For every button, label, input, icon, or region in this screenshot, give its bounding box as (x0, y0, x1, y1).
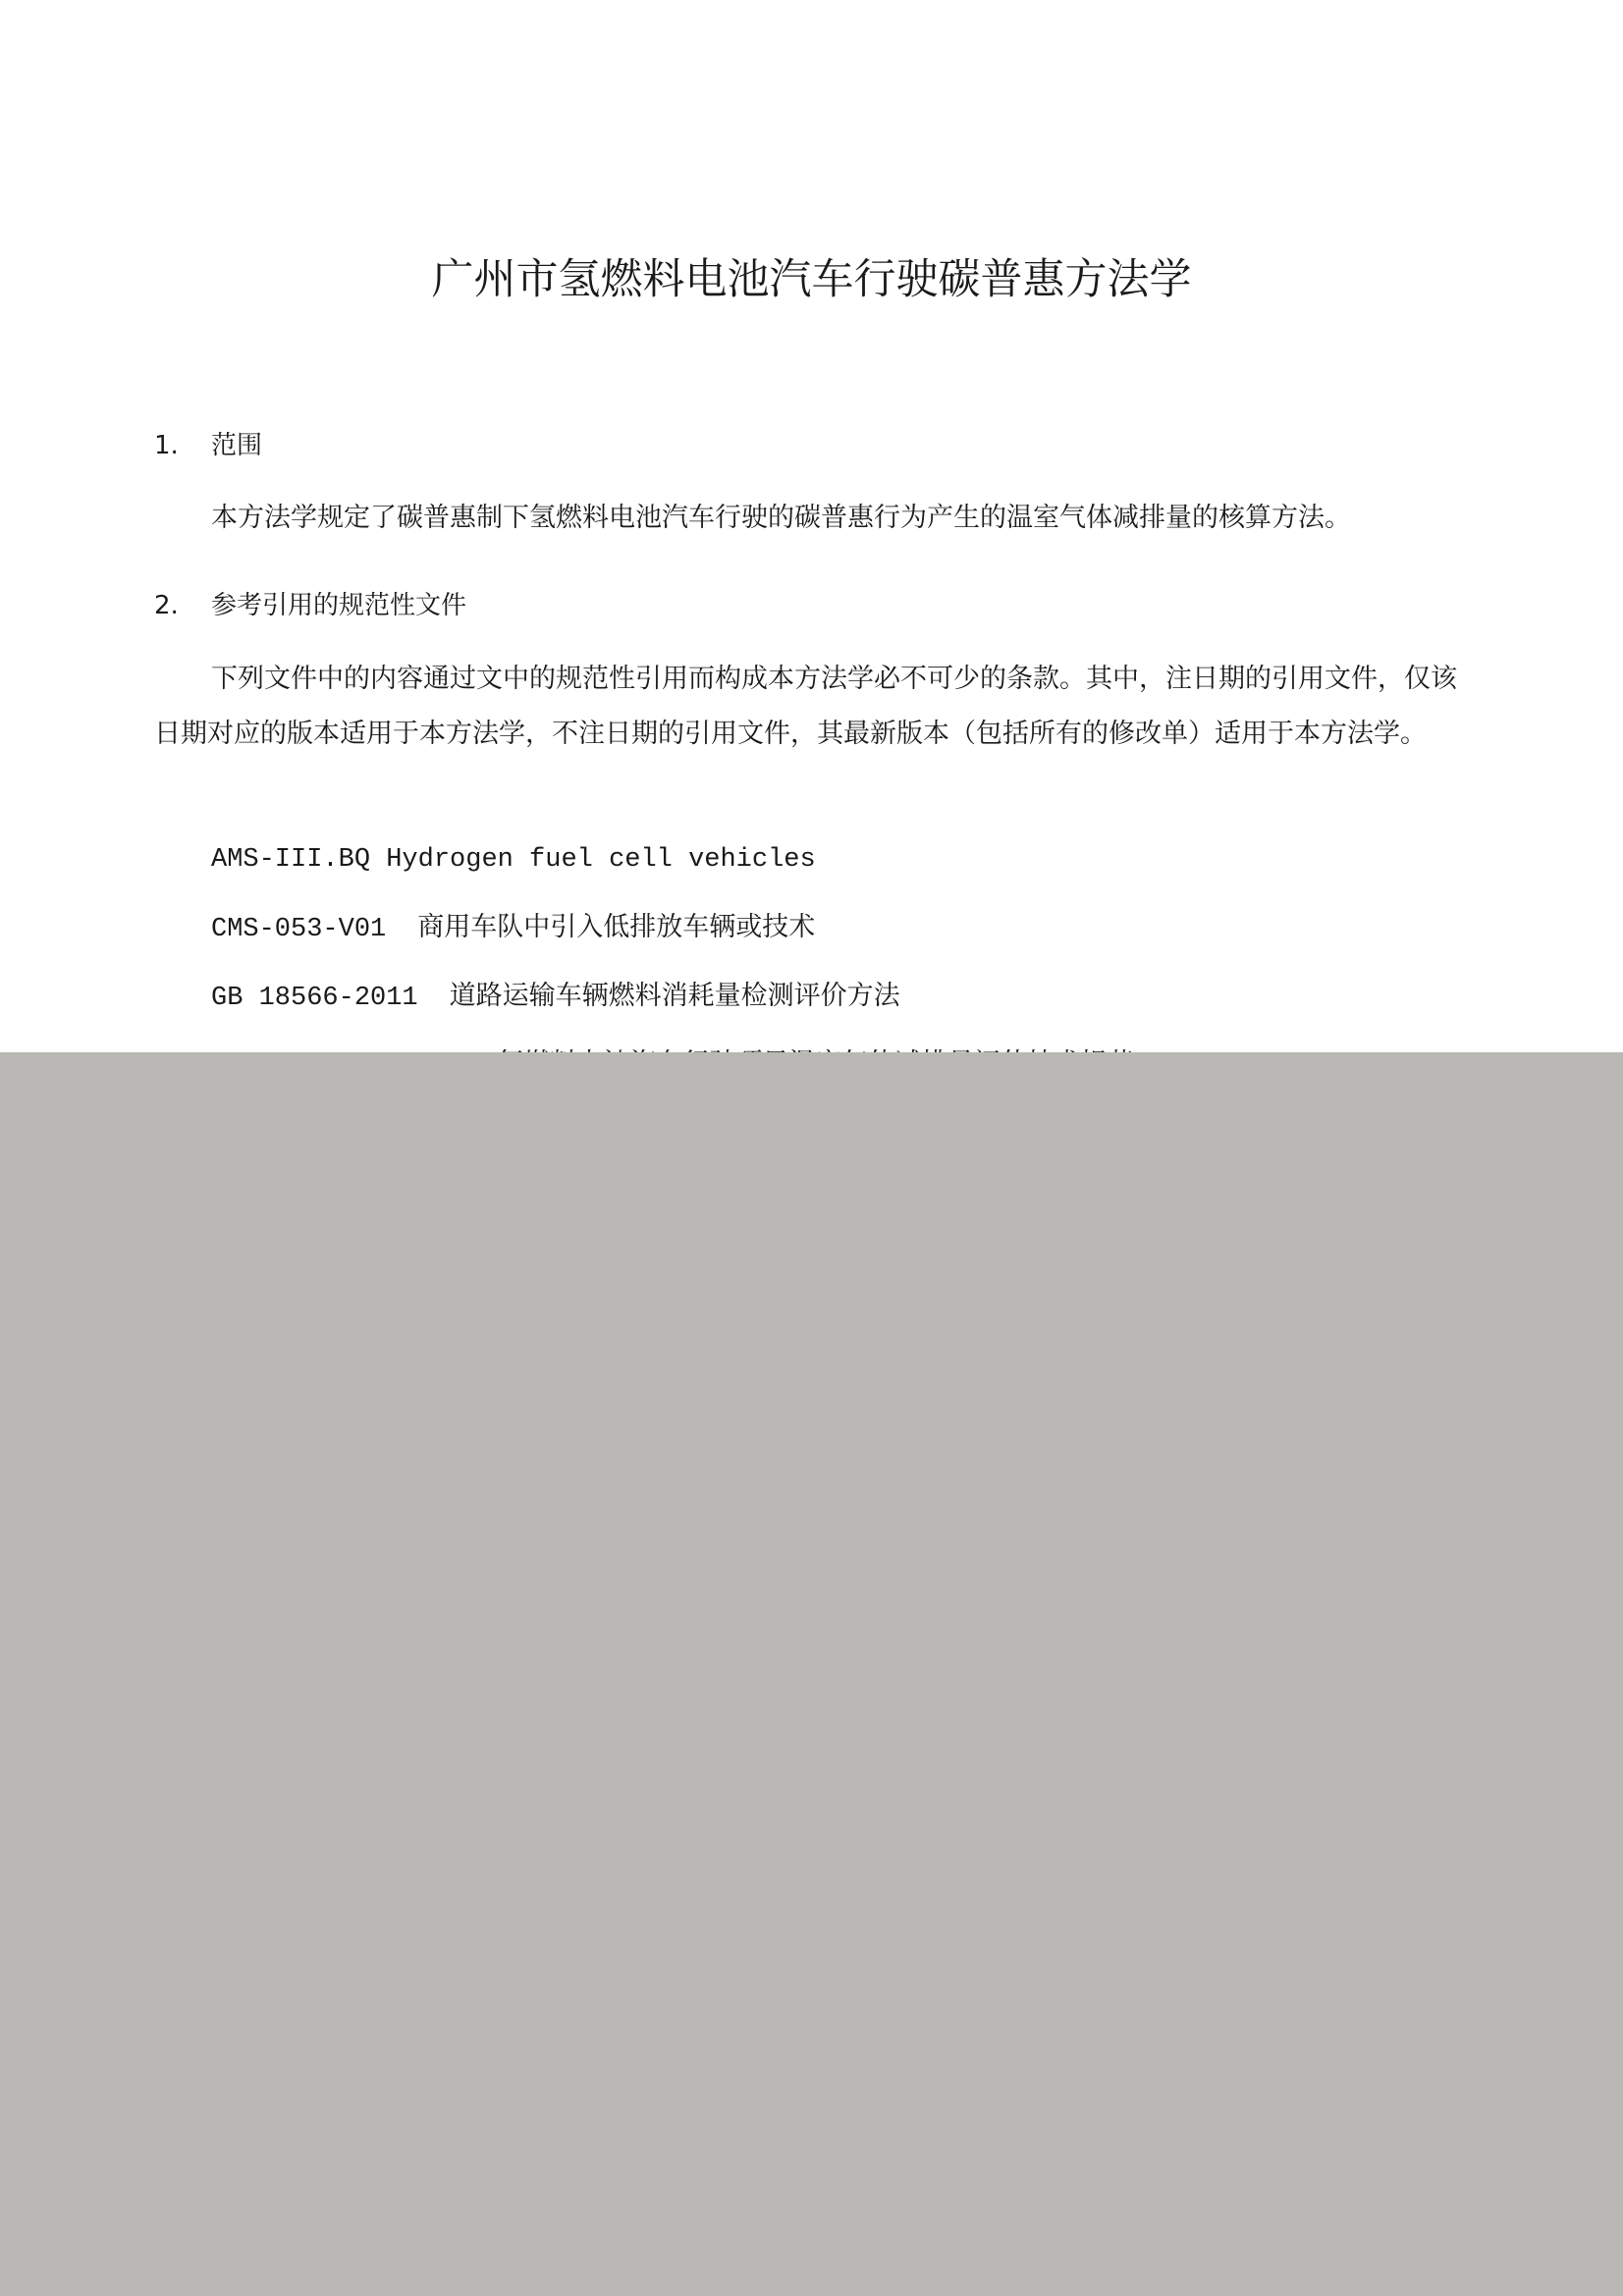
section-title: 范围 (211, 431, 263, 460)
section-heading-scope (154, 428, 262, 463)
section-number: 1. (154, 431, 179, 460)
scope-paragraph: 本方法学规定了碳普惠制下氢燃料电池汽车行驶的碳普惠行为产生的温室气体减排量的核算方法。 (211, 503, 1351, 533)
section-title: 参考引用的规范性文件 (211, 591, 467, 620)
section-number: 2. (154, 591, 179, 620)
reference-code: CMS-053-V01 (211, 915, 387, 944)
reference-item (211, 977, 900, 1018)
reference-item (211, 908, 815, 949)
references-paragraph: 下列文件中的内容通过文中的规范性引用而构成本方法学必不可少的条款。其中，注日期的引用文件，仅该日期对应的版本适用于本方法学，不注日期的引用文件，其最新版本（包括所有的修改单）适用于本方法学。 (154, 664, 1457, 749)
reference-item: AMS-III.BQ Hydrogen fuel cell vehicles (211, 845, 816, 875)
section-heading-references (154, 588, 466, 623)
gray-overlay (0, 1052, 1623, 2296)
reference-name: 道路运输车辆燃料消耗量检测评价方法 (449, 981, 900, 1011)
document-title: 广州市氢燃料电池汽车行驶碳普惠方法学 (431, 255, 1192, 304)
reference-name: 商用车队中引入低排放车辆或技术 (417, 912, 816, 942)
reference-code: GB 18566-2011 (211, 984, 418, 1013)
